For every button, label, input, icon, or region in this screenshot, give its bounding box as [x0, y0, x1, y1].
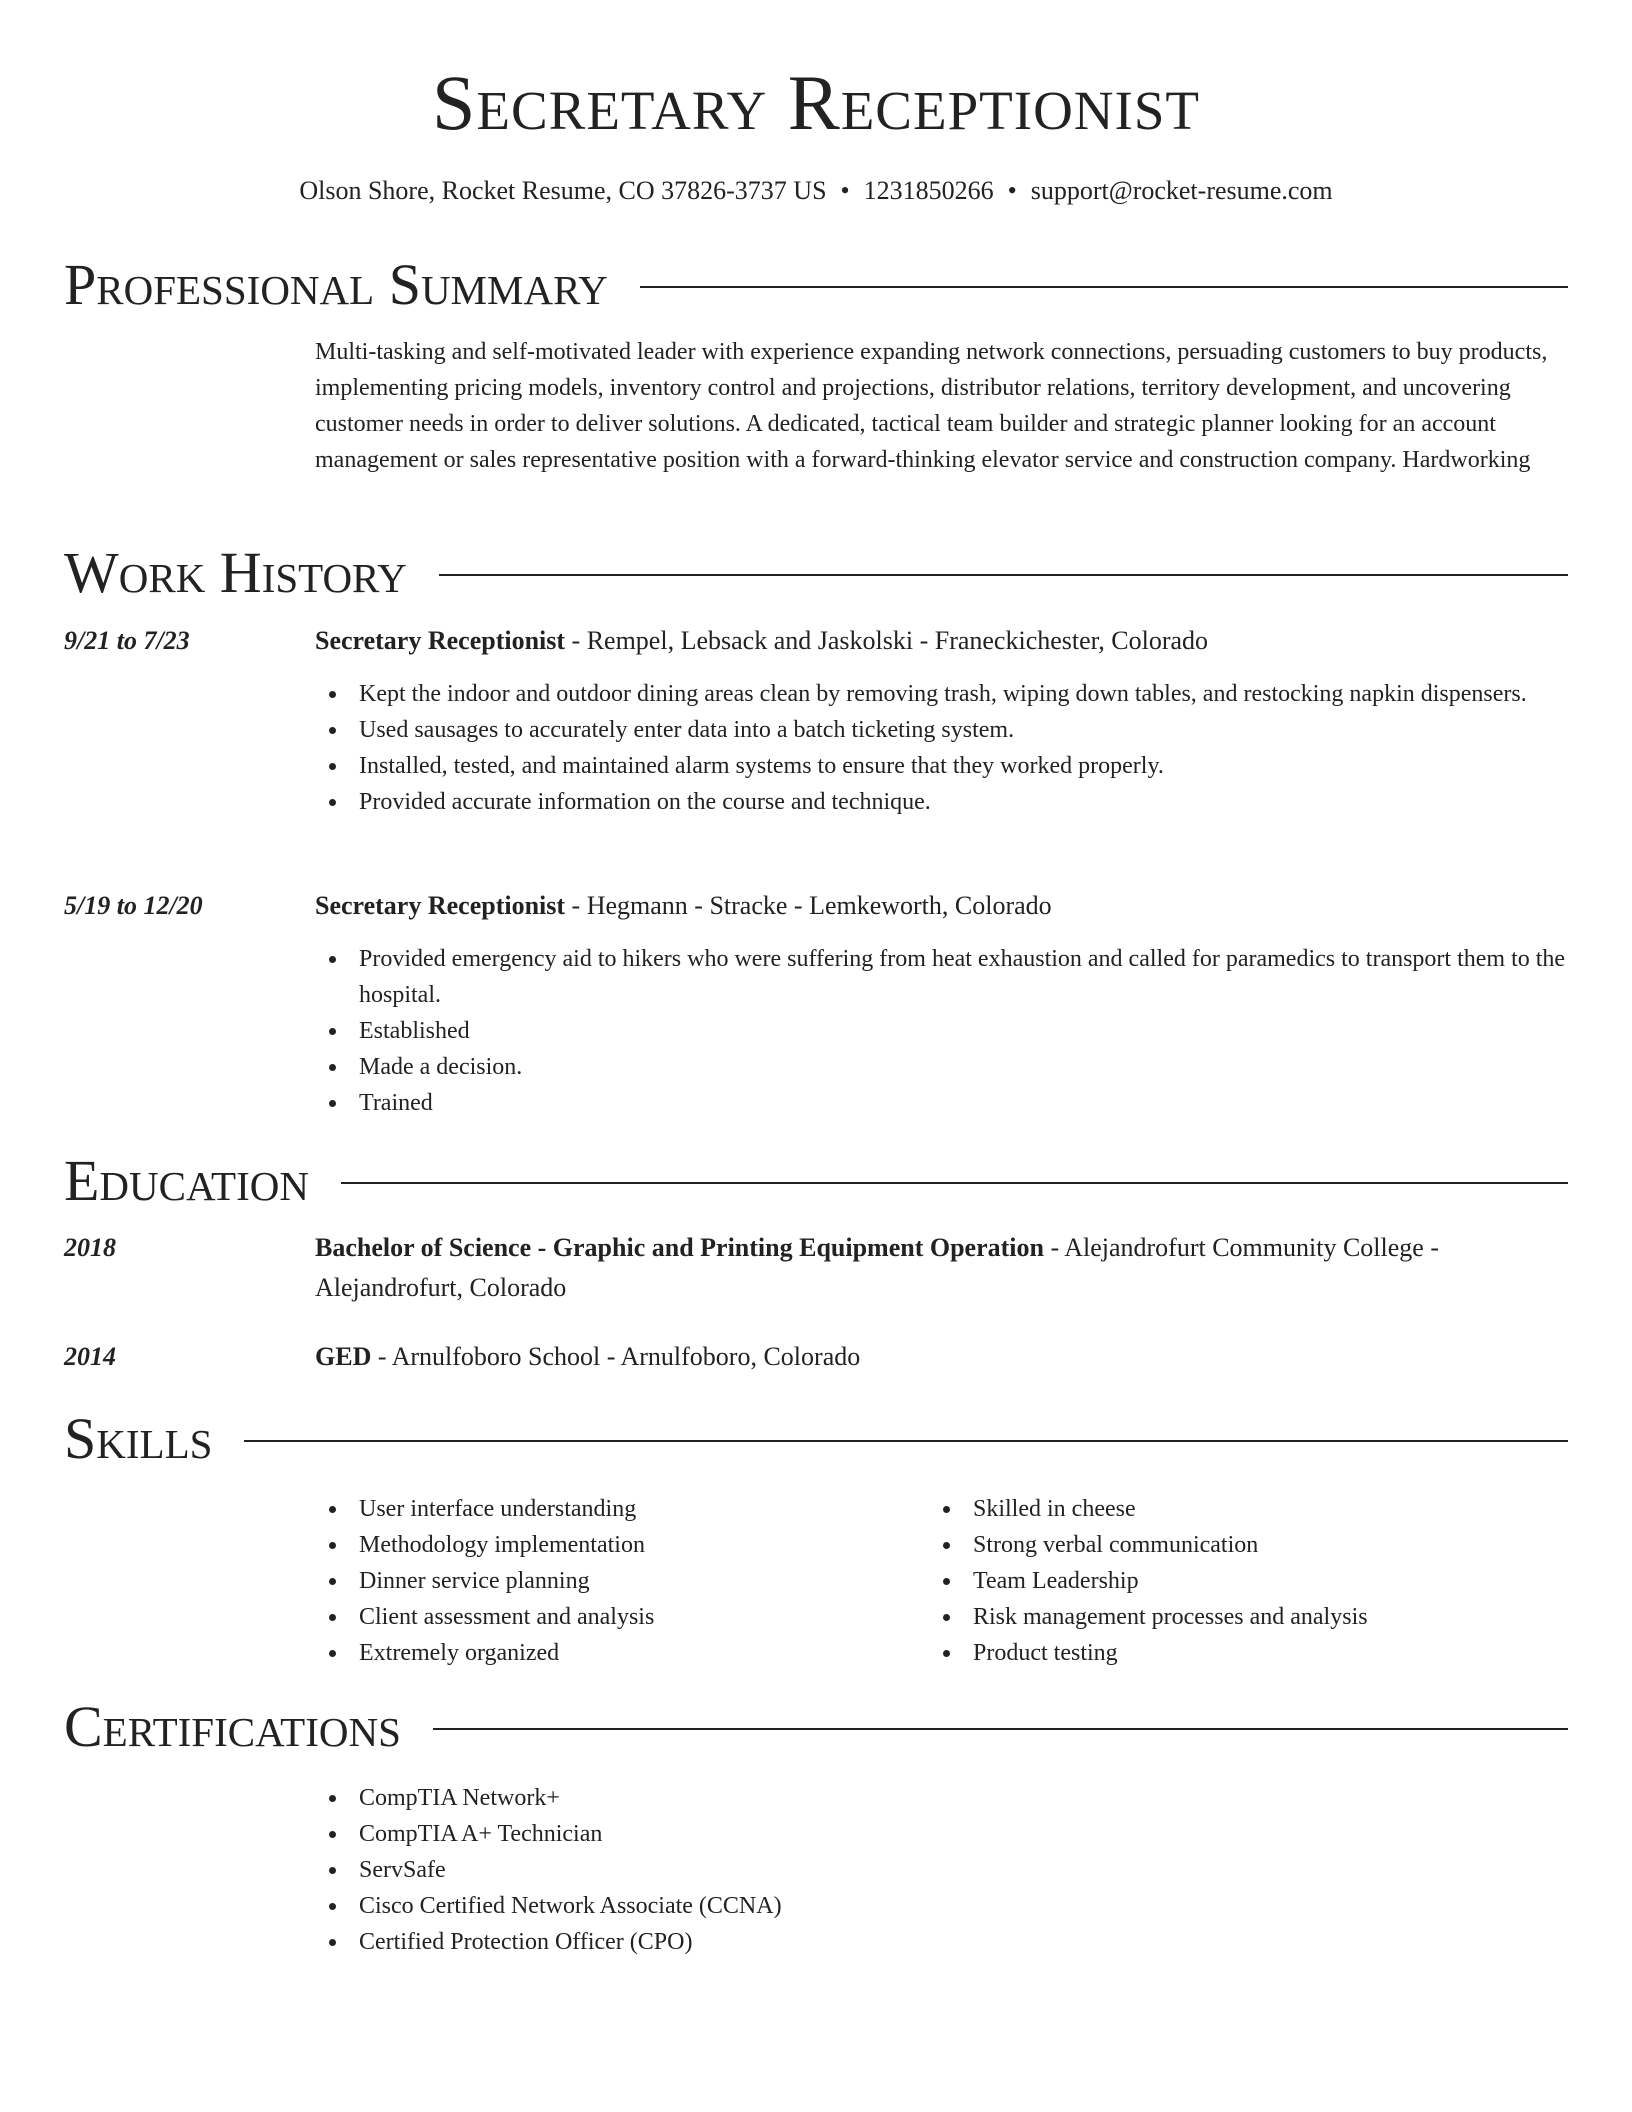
certification-item: Cisco Certified Network Associate (CCNA) [315, 1888, 1568, 1924]
contact-line [0, 174, 1632, 208]
work-section-header [64, 538, 1568, 608]
resume-name: Secretary Receptionist [431, 59, 1201, 146]
education-year: 2018 [64, 1233, 116, 1262]
section-divider [244, 1440, 1568, 1442]
certification-item: CompTIA Network+ [315, 1780, 1568, 1816]
job-heading [315, 621, 1568, 661]
skills-list-left [315, 1491, 925, 1671]
list-item: Made a decision. [315, 1049, 1568, 1085]
job-heading [315, 886, 1568, 926]
skill-item: Skilled in cheese [929, 1491, 1568, 1527]
skills-section-header [64, 1404, 1568, 1474]
work-heading: Work History [64, 540, 407, 605]
job-dates: 9/21 to 7/23 [64, 626, 190, 655]
skill-item: Risk management processes and analysis [929, 1599, 1568, 1635]
contact-separator: • [1007, 176, 1017, 205]
section-divider [640, 286, 1568, 288]
certifications-list [315, 1780, 1568, 1960]
summary-heading: Professional Summary [64, 252, 608, 317]
contact-phone: 1231850266 [863, 176, 994, 205]
list-item: Kept the indoor and outdoor dining areas clean by removing trash, wiping down tables, and restocking napkin dispensers. [315, 676, 1568, 712]
list-item: Trained [315, 1085, 1568, 1121]
list-item: Provided emergency aid to hikers who were suffering from heat exhaustion and called for paramedics to transport them to the hospital. [315, 941, 1568, 1013]
education-degree: Bachelor of Science - Graphic and Printing Equipment Operation [315, 1233, 1044, 1262]
certifications-heading: Certifications [64, 1694, 401, 1759]
skill-item: Team Leadership [929, 1563, 1568, 1599]
list-item: Established [315, 1013, 1568, 1049]
skill-item: Methodology implementation [315, 1527, 925, 1563]
contact-address: Olson Shore, Rocket Resume, CO 37826-3737 US [299, 176, 827, 205]
education-year: 2014 [64, 1342, 116, 1371]
job-title: Secretary Receptionist [315, 626, 566, 655]
job-details: - Rempel, Lebsack and Jaskolski - Franeckichester, Colorado [565, 626, 1209, 655]
contact-separator: • [840, 176, 850, 205]
education-entry [315, 1228, 1568, 1308]
certification-item: CompTIA A+ Technician [315, 1816, 1568, 1852]
education-details: - Alejandrofurt Community College - Alejandrofurt, Colorado [315, 1233, 1439, 1302]
education-entry [315, 1337, 1568, 1377]
skill-item: Client assessment and analysis [315, 1599, 925, 1635]
skill-item: User interface understanding [315, 1491, 925, 1527]
job-details: - Hegmann - Stracke - Lemkeworth, Colorado [565, 891, 1052, 920]
job-dates: 5/19 to 12/20 [64, 891, 203, 920]
skills-list-right [929, 1491, 1568, 1671]
skill-item: Dinner service planning [315, 1563, 925, 1599]
certification-item: Certified Protection Officer (CPO) [315, 1924, 1568, 1960]
section-divider [439, 574, 1568, 576]
section-divider [341, 1182, 1568, 1184]
job-bullet-list [315, 676, 1568, 820]
job-bullet-list [315, 941, 1568, 1121]
education-heading: Education [64, 1148, 309, 1213]
skill-item: Product testing [929, 1635, 1568, 1671]
certification-item: ServSafe [315, 1852, 1568, 1888]
education-section-header [64, 1146, 1568, 1216]
section-divider [433, 1728, 1568, 1730]
list-item: Used sausages to accurately enter data into a batch ticketing system. [315, 712, 1568, 748]
list-item: Installed, tested, and maintained alarm systems to ensure that they worked properly. [315, 748, 1568, 784]
skill-item: Extremely organized [315, 1635, 925, 1671]
education-degree: GED [315, 1342, 372, 1371]
list-item: Provided accurate information on the course and technique. [315, 784, 1568, 820]
job-title: Secretary Receptionist [315, 891, 566, 920]
summary-section-header [64, 250, 1568, 320]
summary-text: Multi-tasking and self-motivated leader with experience expanding network connections, persuading customers to buy products, implementing pricing models, inventory control and projections, distributor relations, territory development, and uncovering customer needs in order to deliver solutions. A dedicated, tactical team builder and strategic planner looking for an account management or sales representative position with a forward-thinking elevator service and construction company. Hardworking [315, 339, 1548, 473]
contact-email: support@rocket-resume.com [1030, 176, 1333, 205]
skill-item: Strong verbal communication [929, 1527, 1568, 1563]
certifications-section-header [64, 1692, 1568, 1762]
education-details: - Arnulfoboro School - Arnulfoboro, Colorado [371, 1342, 861, 1371]
skills-heading: Skills [64, 1406, 213, 1471]
